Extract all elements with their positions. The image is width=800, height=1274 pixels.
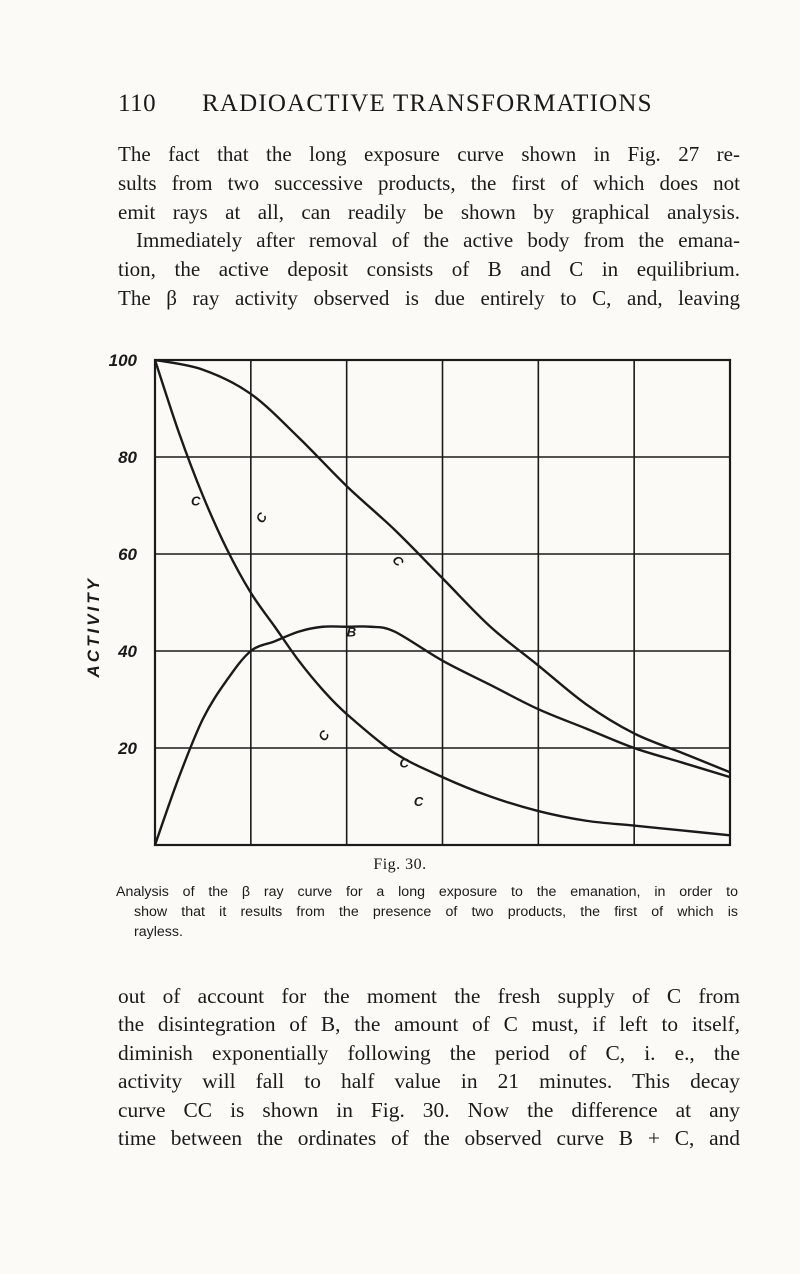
chart-labels: [84, 494, 504, 851]
text-line: time between the ordinates of the observed curve B + C, and: [118, 1126, 740, 1151]
text-line: the disintegration of B, the amount of C must, if left to itself,: [118, 1012, 740, 1037]
curve-annotation: C: [389, 552, 407, 570]
text-line: emit rays at all, can readily be shown by graphical analysis.: [118, 199, 740, 224]
text-line: out of account for the moment the fresh supply of C from: [118, 984, 740, 1008]
text-line: Immediately after removal of the active body from the emana-: [136, 228, 740, 253]
figure-label: Fig. 30.: [373, 856, 427, 873]
legend-line: show that it results from the presence of two products, the first of which is: [134, 904, 738, 920]
chart-ticks: [109, 351, 745, 850]
text-line: diminish exponentially following the period of C, i. e., the: [118, 1040, 740, 1065]
text-line: The β ray activity observed is due entirely to C, and, leaving: [118, 285, 740, 310]
paragraph-top: [118, 140, 740, 313]
text-line: tion, the active deposit consists of B and C in equilibrium.: [118, 257, 740, 282]
legend-line: rayless.: [134, 924, 183, 940]
chart-grid: [155, 360, 730, 845]
curve-annotation: C: [314, 727, 333, 744]
running-title: RADIOACTIVE TRANSFORMATIONS: [202, 90, 653, 117]
activity-chart: [80, 340, 760, 850]
curve-annotation: C: [252, 509, 271, 526]
page-number: 110: [118, 90, 157, 117]
y-tick-label: 20: [118, 739, 137, 758]
y-tick-label: 100: [108, 351, 137, 370]
figure-legend: [116, 882, 738, 942]
text-line: activity will fall to half value in 21 minutes. This decay: [118, 1069, 740, 1094]
legend-line: Analysis of the β ray curve for a long exposure to the emanation, in order to: [116, 884, 738, 900]
text-line: The fact that the long exposure curve shown in Fig. 27 re-: [118, 142, 740, 166]
curve-annotation: B: [346, 624, 357, 640]
paragraph-bottom: [118, 982, 740, 1152]
y-tick-label: 80: [118, 448, 137, 467]
curve-annotation: C: [191, 493, 201, 509]
y-axis-label: ACTIVITY: [84, 576, 103, 678]
y-tick-label: 60: [118, 545, 137, 564]
curve-annotation: C: [399, 755, 409, 771]
text-line: curve CC is shown in Fig. 30. Now the difference at any: [118, 1097, 740, 1122]
curve-annotation: C: [413, 794, 424, 810]
text-line: sults from two successive products, the first of which does not: [118, 170, 740, 195]
paragraph-top-lines: [118, 140, 740, 313]
y-tick-label: 40: [118, 642, 137, 661]
